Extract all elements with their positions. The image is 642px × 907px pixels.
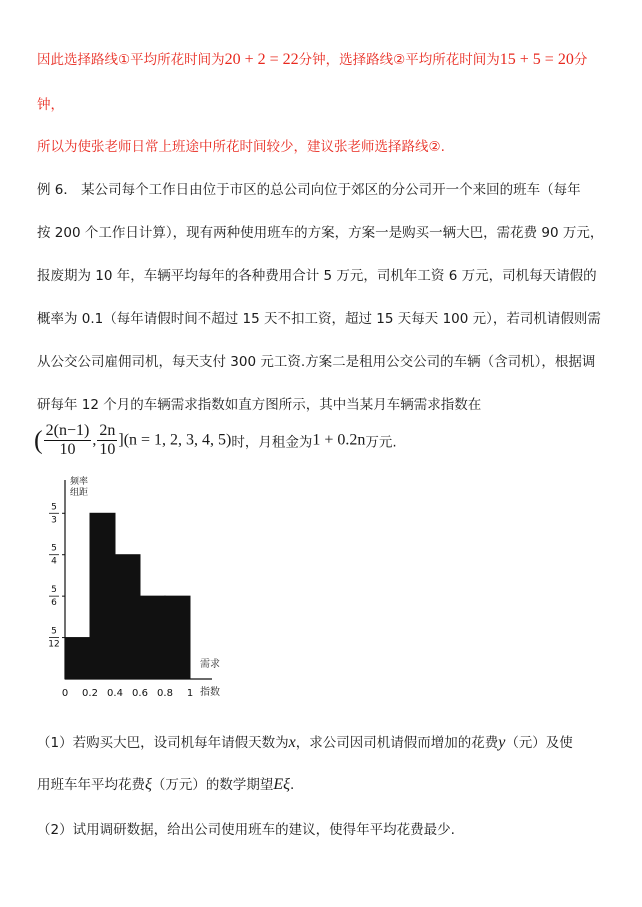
histogram-bar	[65, 638, 90, 679]
x-tick-label: 1	[186, 688, 194, 699]
example-line-6: 研每年 12 个月的车辆需求指数如直方图所示，其中当某月车辆需求指数在	[37, 397, 482, 413]
fraction-numerator: 2n	[99, 422, 116, 439]
open-paren: (	[34, 425, 43, 455]
variable-x: x	[288, 734, 296, 751]
histogram-bar	[115, 555, 140, 679]
math-expression: 15 + 5 = 20	[499, 51, 574, 68]
example-line-1: 例 6． 某公司每个工作日由位于市区的总公司向位于郊区的分公司开一个来回的班车（每年	[37, 182, 581, 198]
question-1-line-1	[37, 731, 573, 752]
solution-line-2: 钟，	[37, 97, 64, 113]
interval-condition: ](n = 1, 2, 3, 4, 5)	[118, 431, 232, 449]
question-text: .	[289, 777, 295, 793]
variable-xi: ξ	[145, 776, 152, 793]
variable-y: y	[498, 734, 506, 751]
x-tick-label: 0.4	[107, 688, 123, 699]
y-tick-denominator: 6	[51, 598, 57, 609]
example-line-4: 概率为 0.1（每年请假时间不超过 15 天不扣工资，超过 15 天每天 100 元），若司机请假则需	[37, 311, 601, 327]
fraction-numerator: 2(n−1)	[45, 422, 90, 439]
y-tick-denominator: 4	[51, 556, 57, 567]
question-text: （万元）的数学期望	[151, 777, 274, 793]
question-text: （元）及使	[505, 735, 573, 751]
fraction-lower	[44, 422, 92, 459]
histogram-chart	[40, 470, 240, 710]
question-text: 用班车年平均花费	[37, 777, 145, 793]
x-tick-label: 0.6	[132, 688, 148, 699]
fraction-upper	[97, 422, 117, 459]
y-axis-label: 组距	[70, 488, 89, 498]
y-tick-numerator: 5	[51, 585, 57, 596]
math-expression: 20 + 2 = 22	[224, 51, 299, 68]
y-tick-numerator: 5	[51, 626, 57, 637]
y-tick-denominator: 12	[48, 639, 60, 650]
solution-line-3: 所以为使张老师日常上班途中所花时间较少，建议张老师选择路线②.	[37, 139, 445, 155]
interval-formula: ( $\frac{2(n-1)}{10}$ , $\frac{2n}{10}$ ](n = 1, 2, 3, 4, 5)时，月租金为1 + 0.2n万元.	[34, 422, 397, 458]
histogram-bar	[140, 596, 165, 679]
y-axis-label: 频率	[70, 477, 89, 487]
histogram-bar	[165, 596, 190, 679]
fraction-denominator: 10	[99, 441, 116, 458]
question-text: （1）若购买大巴，设司机每年请假天数为	[37, 735, 289, 751]
interval-text: 万元.	[365, 434, 397, 451]
fraction-denominator: 10	[59, 441, 76, 458]
question-text: ，求公司因司机请假而增加的花费	[295, 735, 499, 751]
example-line-5: 从公交公司雇佣司机，每天支付 300 元工资.方案二是租用公交公司的车辆（含司机），根据调	[37, 354, 596, 370]
expectation-expression: Eξ	[273, 776, 290, 793]
y-tick-denominator: 3	[51, 515, 57, 526]
solution-text: 分钟，选择路线②平均所花时间为	[298, 52, 500, 68]
example-line-2: 按 200 个工作日计算），现有两种使用班车的方案，方案一是购买一辆大巴，需花费 90 万元，	[37, 225, 604, 241]
x-tick-label: 0	[61, 688, 69, 699]
question-2: （2）试用调研数据，给出公司使用班车的建议，使得年平均花费最少.	[37, 822, 455, 838]
solution-text: 分	[573, 52, 588, 68]
histogram-bar	[90, 513, 115, 679]
x-tick-label: 0.2	[82, 688, 98, 699]
example-line-3: 报废期为 10 年，车辆平均每年的各种费用合计 5 万元，司机年工资 6 万元，司机每天请假的	[37, 268, 597, 284]
x-tick-label: 0.8	[157, 688, 173, 699]
question-1-line-2	[37, 773, 294, 794]
interval-text: 时，月租金为	[231, 434, 313, 451]
rent-expression: 1 + 0.2n	[312, 431, 366, 449]
y-tick-numerator: 5	[51, 502, 57, 513]
x-axis-label: 需求	[200, 659, 220, 670]
solution-text: 因此选择路线①平均所花时间为	[37, 52, 225, 68]
solution-line-1	[37, 48, 587, 69]
y-tick-numerator: 5	[51, 543, 57, 554]
x-axis-label: 指数	[200, 687, 220, 698]
